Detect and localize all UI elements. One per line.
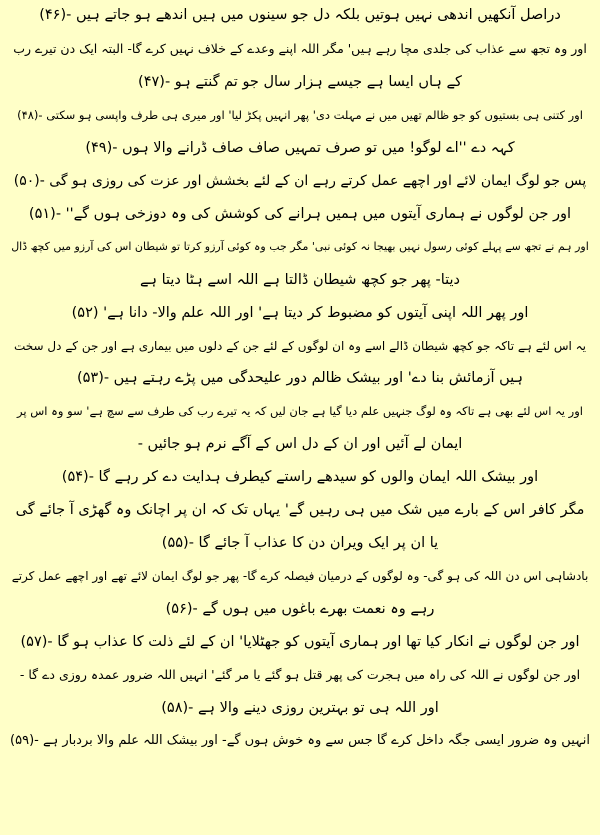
- text-line: رہے وہ نعمت بھرے باغوں میں ہوں گے -(۵۶): [165, 601, 435, 617]
- text-line: اور کتنی ہی بستیوں کو جو ظالم تھیں میں نے مہلت دی' پھر انہیں پکڑ لیا' اور میری ہی طرف واپسی ہو سکتی -(۴۸): [17, 108, 583, 122]
- text-line: مگر کافر اس کے بارے میں شک میں ہی رہیں گے' یہاں تک کہ ان پر اچانک وہ گھڑی آ جائے گی: [15, 502, 585, 518]
- text-line: اور بیشک اللہ ایمان والوں کو سیدھے راستے کیطرف ہدایت دے کر رہے گا -(۵۴): [61, 469, 539, 485]
- text-line: ہیں آزمائش بنا دے' اور بیشک ظالم دور علیحدگی میں پڑے رہتے ہیں -(۵۳): [76, 370, 524, 386]
- text-line: دراصل آنکھیں اندھی نہیں ہوتیں بلکہ دل جو سینوں میں ہیں اندھے ہو جاتے ہیں -(۴۶): [39, 7, 561, 23]
- text-line: اور پھر اللہ اپنی آیتوں کو مضبوط کر دیتا ہے' اور اللہ علم والا- دانا ہے' (۵۲): [71, 305, 529, 321]
- text-line: اور جن لوگوں نے ہماری آیتوں میں ہمیں ہرانے کی کوشش کی وہ دوزخی ہوں گے'' -(۵۱): [28, 206, 572, 222]
- text-line: ایمان لے آئیں اور ان کے دل اس کے آگے نرم ہو جائیں -: [137, 436, 463, 452]
- text-line: انہیں وہ ضرور ایسی جگہ داخل کرے گا جس سے وہ خوش ہوں گے- اور بیشک اللہ علم والا بردبار ہے -(۵۹): [10, 733, 590, 748]
- text-line: پس جو لوگ ایمان لائے اور اچھے عمل کرتے رہے ان کے لئے بخشش اور عزت کی روزی ہو گی -(۵۰): [13, 173, 587, 189]
- text-line: اور اللہ ہی تو بہترین روزی دینے والا ہے -(۵۸): [161, 700, 439, 716]
- text-line: بادشاہی اس دن اللہ کی ہو گی- وہ لوگوں کے درمیان فیصلہ کرے گا- پھر جو لوگ ایمان لائے تھے اور اچھے عمل کرتے: [11, 569, 589, 583]
- text-line: اور یہ اس لئے بھی ہے تاکہ وہ لوگ جنہیں علم دیا گیا ہے جان لیں کہ یہ تیرے رب کی طرف سے سچ ہے' سو وہ اس پر: [17, 404, 583, 418]
- text-line: اور وہ تجھ سے عذاب کی جلدی مچا رہے ہیں' مگر اللہ اپنے وعدے کے خلاف نہیں کرے گا- البتہ ایک دن تیرے رب: [13, 41, 587, 56]
- text-line: دیتا- پھر جو کچھ شیطان ڈالتا ہے اللہ اسے ہٹا دیتا ہے: [140, 272, 460, 288]
- text-line: کے ہاں ایسا ہے جیسے ہزار سال جو تم گنتے ہو -(۴۷): [138, 74, 462, 90]
- text-line: یہ اس لئے ہے تاکہ جو کچھ شیطان ڈالے اسے وہ ان لوگوں کے لئے جن کے دلوں میں بیماری ہے اور جن کے دل سخت: [13, 339, 587, 353]
- text-line: کہہ دے ''اے لوگو! میں تو صرف تمہیں صاف صاف ڈرانے والا ہوں -(۴۹): [85, 140, 515, 156]
- text-line: اور جن لوگوں نے اللہ کی راہ میں ہجرت کی پھر قتل ہو گئے یا مر گئے' انہیں اللہ ضرور عمدہ روزی دے گا -: [19, 667, 581, 682]
- text-line: اور ہم نے تجھ سے پہلے کوئی رسول نہیں بھیجا نہ کوئی نبی' مگر جب وہ کوئی آرزو کرتا تو شیطان اس کی آرزو میں کچھ ڈال: [11, 240, 589, 253]
- text-line: اور جن لوگوں نے انکار کیا تھا اور ہماری آیتوں کو جھٹلایا' ان کے لئے ذلت کا عذاب ہو گا -(۵۷): [20, 634, 580, 650]
- text-line: یا ان پر ایک ویران دن کا عذاب آ جائے گا -(۵۵): [161, 535, 439, 551]
